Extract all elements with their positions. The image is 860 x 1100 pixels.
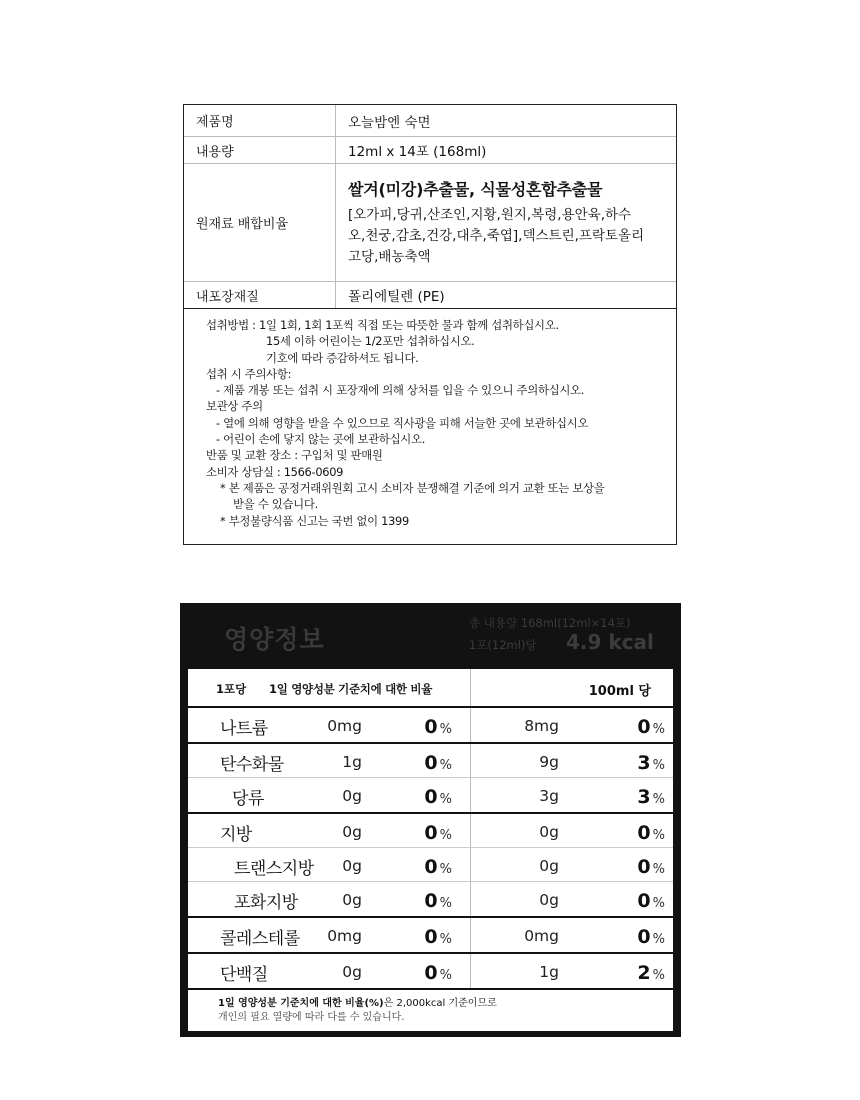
nutrition-footnote: [188, 990, 673, 1031]
percent-sign: %: [652, 968, 665, 983]
info-value: 오늘밤엔 숙면: [348, 114, 431, 131]
percent-value: 0: [424, 716, 438, 738]
nutrient-amount: 0g: [342, 963, 362, 981]
nutrient-row-fat: [188, 814, 673, 848]
ingredients-sub: [오가피,당귀,산조인,지황,원지,복령,용안육,하수오,천궁,감초,건강,대추,죽엽],덱스트린,프락토올리고당,배농축액: [348, 207, 645, 265]
percent-value: 3: [637, 786, 651, 808]
nutrient-amount-100ml: 3g: [539, 787, 559, 805]
ingredients-main: 쌀겨(미강)추출물, 식물성혼합추출물: [348, 180, 603, 199]
column-divider: [470, 918, 471, 952]
column-divider: [470, 708, 471, 742]
nutrient-amount-100ml: 0g: [539, 823, 559, 841]
nutrient-amount-100ml: 0g: [539, 857, 559, 875]
nutrient-amount-100ml: 9g: [539, 753, 559, 771]
info-label: 원재료 배합비율: [184, 164, 336, 281]
info-label: 내용량: [184, 137, 336, 163]
nutrient-percent-100ml: [608, 856, 665, 878]
percent-value: 0: [637, 822, 651, 844]
nutrient-row-cholesterol: [188, 918, 673, 952]
percent-sign: %: [439, 896, 452, 911]
nutrition-kcal: 4.9 kcal: [566, 630, 654, 654]
product-notes: [184, 309, 676, 529]
percent-sign: %: [652, 932, 665, 947]
nutrient-name: 지방: [220, 825, 252, 845]
note-line: 반품 및 교환 장소 : 구입처 및 판매원: [206, 448, 383, 463]
ingredients-value: [336, 164, 676, 281]
percent-sign: %: [652, 896, 665, 911]
column-divider: [470, 814, 471, 848]
percent-value: 0: [424, 962, 438, 984]
nutrient-name: 콜레스테롤: [220, 929, 300, 949]
nutrient-name: 당류: [232, 789, 264, 809]
nutrient-name: 탄수화물: [220, 755, 284, 775]
nutrient-name: 포화지방: [234, 893, 298, 913]
note-line: 소비자 상담실 : 1566-0609: [206, 464, 344, 479]
percent-sign: %: [652, 792, 665, 807]
header-divider: [470, 669, 471, 706]
nutrient-amount: 0g: [342, 823, 362, 841]
percent-sign: %: [439, 722, 452, 737]
nutrient-percent: [400, 890, 452, 912]
nutrient-percent-100ml: [608, 890, 665, 912]
nutrient-percent: [400, 716, 452, 738]
nutrient-amount: 0g: [342, 857, 362, 875]
nutrition-title: 영양정보: [224, 625, 325, 654]
info-value: 폴리에틸렌 (PE): [348, 289, 445, 305]
percent-sign: %: [439, 792, 452, 807]
header-per-serving: 1포당: [216, 682, 247, 696]
note-line: 받을 수 있습니다.: [233, 497, 318, 512]
note-line: 기호에 따라 증감하셔도 됩니다.: [266, 350, 419, 365]
info-row-product-name: [184, 105, 676, 137]
percent-value: 0: [637, 716, 651, 738]
percent-value: 0: [637, 890, 651, 912]
note-line: - 어린이 손에 닿지 않는 곳에 보관하십시오.: [216, 432, 426, 447]
nutrient-amount-100ml: 0mg: [524, 927, 559, 945]
nutrient-percent-100ml: [608, 786, 665, 808]
nutrient-row-sugars: [188, 778, 673, 812]
percent-value: 0: [424, 822, 438, 844]
nutrient-percent-100ml: [608, 926, 665, 948]
footnote-line-1: [218, 997, 497, 1011]
nutrient-name: 트랜스지방: [234, 859, 314, 879]
percent-sign: %: [652, 828, 665, 843]
nutrient-percent-100ml: [608, 752, 665, 774]
nutrient-amount: 0g: [342, 891, 362, 909]
nutrition-panel: [180, 603, 681, 1037]
nutrition-total: 총 내용량 168ml(12ml×14포): [469, 616, 631, 630]
nutrient-amount-100ml: 0g: [539, 891, 559, 909]
note-line: 15세 이하 어린이는 1/2포만 섭취하십시오.: [266, 334, 475, 349]
info-value: 12ml x 14포 (168ml): [348, 144, 487, 160]
percent-sign: %: [652, 758, 665, 773]
nutrient-percent: [400, 752, 452, 774]
nutrient-row-sodium: [188, 708, 673, 742]
percent-sign: %: [439, 862, 452, 877]
note-line: 섭취 시 주의사항:: [206, 366, 292, 381]
nutrient-percent: [400, 926, 452, 948]
nutrition-serving: 1포(12ml)당: [469, 638, 537, 652]
column-divider: [470, 882, 471, 916]
percent-value: 2: [637, 962, 651, 984]
nutrient-percent-100ml: [608, 716, 665, 738]
percent-value: 0: [637, 926, 651, 948]
percent-sign: %: [652, 722, 665, 737]
percent-value: 0: [424, 786, 438, 808]
info-row-ingredients: [184, 164, 676, 282]
percent-sign: %: [439, 828, 452, 843]
percent-value: 3: [637, 752, 651, 774]
note-line: 보관상 주의: [206, 399, 263, 414]
nutrient-amount-100ml: 8mg: [524, 717, 559, 735]
percent-value: 0: [424, 890, 438, 912]
header-daily-ratio: 1일 영양성분 기준치에 대한 비율: [269, 682, 433, 696]
nutrient-amount: 0mg: [327, 717, 362, 735]
note-line: * 본 제품은 공정거래위원회 고시 소비자 분쟁해결 기준에 의거 교환 또는 보상을: [220, 480, 605, 495]
nutrient-amount: 1g: [342, 753, 362, 771]
column-divider: [470, 954, 471, 988]
nutrient-percent: [400, 786, 452, 808]
percent-value: 0: [424, 926, 438, 948]
percent-sign: %: [652, 862, 665, 877]
nutrient-name: 단백질: [220, 965, 268, 985]
percent-value: 0: [637, 856, 651, 878]
column-divider: [470, 744, 471, 778]
nutrient-amount: 0g: [342, 787, 362, 805]
footnote-line-2: 개인의 필요 열량에 따라 다를 수 있습니다.: [218, 1012, 405, 1023]
footnote-rest: 은 2,000kcal 기준이므로: [383, 998, 497, 1009]
percent-sign: %: [439, 932, 452, 947]
info-row-packaging: [184, 282, 676, 309]
nutrient-percent: [400, 856, 452, 878]
nutrient-percent-100ml: [608, 822, 665, 844]
nutrient-row-protein: [188, 954, 673, 988]
percent-sign: %: [439, 968, 452, 983]
nutrient-row-carbohydrate: [188, 744, 673, 778]
nutrient-percent: [400, 962, 452, 984]
note-line: - 제품 개봉 또는 섭취 시 포장재에 의해 상처를 입을 수 있으니 주의하십시오.: [216, 383, 585, 398]
info-label: 제품명: [184, 105, 336, 136]
header-per-100ml: 100ml 당: [588, 684, 651, 699]
percent-sign: %: [439, 758, 452, 773]
column-divider: [470, 778, 471, 812]
product-info-table: [183, 104, 677, 545]
nutrient-amount: 0mg: [327, 927, 362, 945]
nutrient-name: 나트륨: [220, 719, 268, 739]
note-line: 섭취방법 : 1일 1회, 1회 1포씩 직접 또는 따뜻한 물과 함께 섭취하십시오.: [206, 318, 559, 332]
note-line: * 부정불량식품 신고는 국번 없이 1399: [220, 513, 409, 528]
footnote-bold: 1일 영양성분 기준치에 대한 비율(%): [218, 998, 384, 1009]
nutrient-percent-100ml: [608, 962, 665, 984]
nutrient-row-trans-fat: [188, 848, 673, 882]
percent-value: 0: [424, 856, 438, 878]
nutrient-row-saturated-fat: [188, 882, 673, 916]
percent-value: 0: [424, 752, 438, 774]
column-divider: [470, 848, 471, 882]
nutrient-amount-100ml: 1g: [539, 963, 559, 981]
info-row-volume: [184, 137, 676, 164]
nutrition-header: [188, 669, 673, 706]
nutrient-percent: [400, 822, 452, 844]
note-line: - 열에 의해 영향을 받을 수 있으므로 직사광을 피해 서늘한 곳에 보관하십시오: [216, 415, 589, 430]
info-label: 내포장재질: [184, 282, 336, 308]
